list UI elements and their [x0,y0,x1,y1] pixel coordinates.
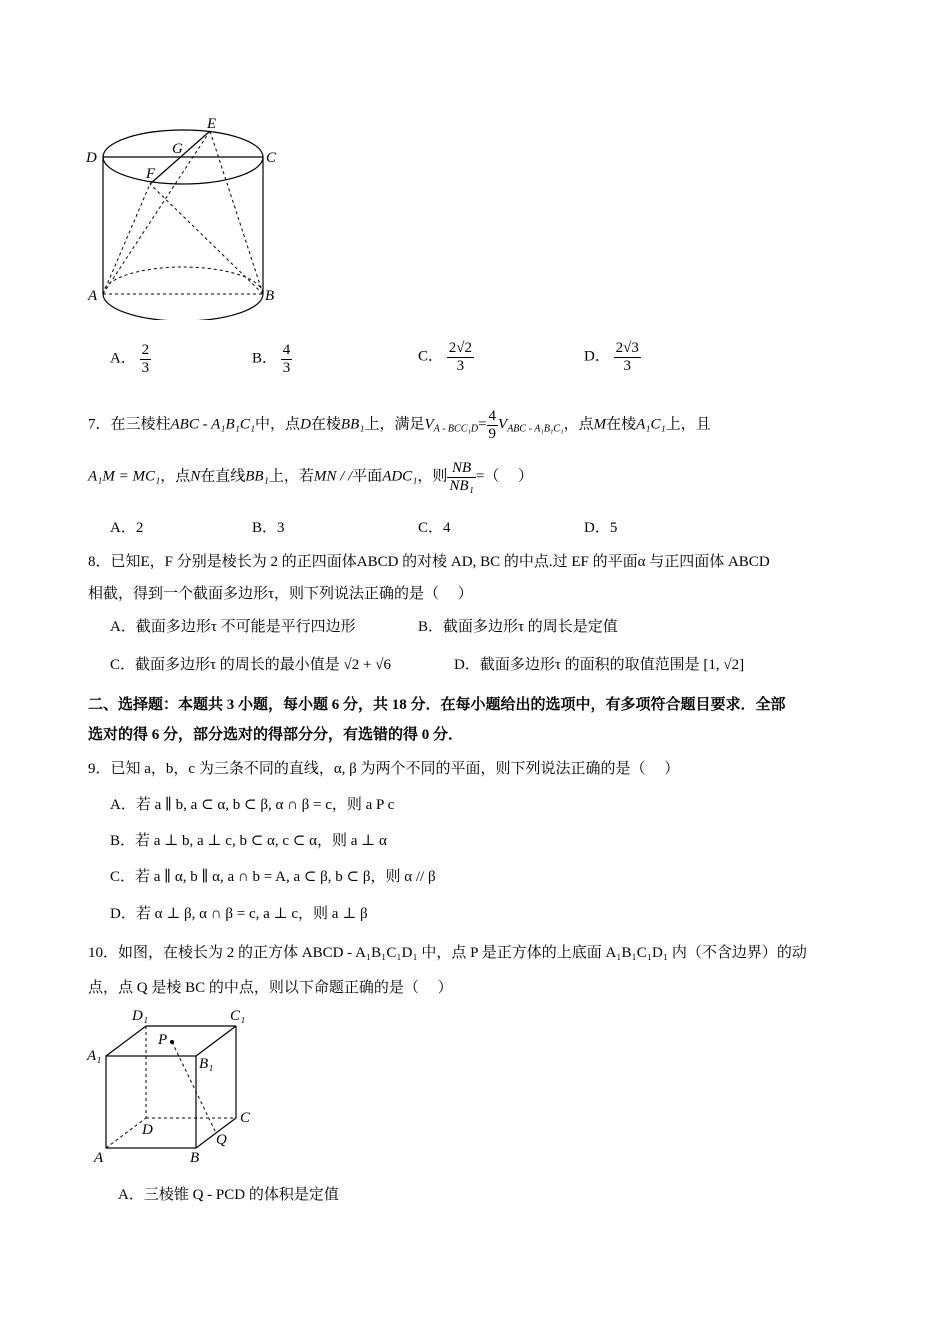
cube-label-b1: B₁ [199,1056,214,1072]
q8-stem-line2: 相截，得到一个截面多边形τ，则下列说法正确的是（ ） [88,586,473,602]
q9-stem: 9．已知 a，b，c 为三条不同的直线，α, β 为两个不同的平面，则下列说法正确的是（ ） [88,761,680,777]
q8-option-b: B．截面多边形τ 的周长是定值 [418,619,618,635]
cube-label-c1: C₁ [230,1008,246,1024]
point-label-c: C [266,150,277,166]
cube-label-d1: D₁ [132,1008,149,1024]
q7-stem-line2: A₁M = MC₁，点N在直线BB₁上，若MN / /平面ADC₁，则 $\frac{NB}{\text{NB₁}}$ =（ ） [88,460,534,494]
q9-option-b: B．若 a ⊥ b, a ⊥ c, b ⊂ α, c ⊂ α，则 a ⊥ α [110,833,387,849]
point-label-a: A [88,288,98,304]
point-label-b: B [265,288,275,304]
cube-label-b: B [190,1150,200,1166]
q8-option-a: A．截面多边形τ 不可能是平行四边形 [110,619,356,635]
section2-heading-line2: 选对的得 6 分，部分选对的得部分分，有选错的得 0 分． [88,727,464,743]
cube-label-c: C [240,1110,251,1126]
cube-figure [84,1004,264,1169]
point-label-d: D [86,150,97,166]
point-label-g: G [172,141,183,157]
q8-stem-line1: 8．已知E，F 分别是棱长为 2 的正四面体ABCD 的对棱 AD, BC 的中点.过 EF 的平面α 与正四面体 ABCD [88,554,770,570]
q6-option-b: B． $\frac{4}{3}$ [252,342,291,376]
q7-option-a: A．2 [110,520,144,536]
cube-label-p: P [158,1032,168,1048]
cube-label-a: A [94,1150,104,1166]
q7-option-d: D．5 [584,520,618,536]
q6-option-c: C． $\frac{2√2}{3}$ [418,340,472,374]
q10-option-a: A．三棱锥 Q - PCD 的体积是定值 [118,1187,339,1203]
q9-option-a: A．若 a ∥ b, a ⊂ α, b ⊂ β, α ∩ β = c，则 a P c [110,797,395,813]
q10-stem-line1: 10．如图，在棱长为 2 的正方体 ABCD - A₁B₁C₁D₁ 中，点 P 是正方体的上底面 A₁B₁C₁D₁ 内（不含边界）的动 [88,945,807,961]
point-label-e: E [207,116,217,132]
q6-option-d: D． $\frac{2√3}{3}$ [584,340,639,374]
point-label-f: F [146,166,156,182]
cylinder-figure [80,110,290,320]
q7-stem-line1: 7．在三棱柱ABC - A₁B₁C₁中，点D在棱BB₁上，满足$V_{A - BCC_1D}=$ $\frac{4}{9}$ $V_{ABC - A_1B_1C_1}$，点M在棱A₁C₁上，且 [88,408,711,442]
q6-option-a: A． $\frac{2}{3}$ [110,342,150,376]
q8-option-d: D．截面多边形τ 的面积的取值范围是 [1, √2] [454,657,745,673]
q10-stem-line2: 点，点 Q 是棱 BC 的中点，则以下命题正确的是（ ） [88,980,453,996]
q7-option-c: C．4 [418,520,451,536]
cube-label-a1: A₁ [87,1048,102,1064]
section2-heading-line1: 二、选择题：本题共 3 小题，每小题 6 分，共 18 分．在每小题给出的选项中，有多项符合题目要求．全部 [88,697,786,713]
cube-label-d: D [142,1122,153,1138]
q9-option-c: C．若 a ∥ α, b ∥ α, a ∩ b = A, a ⊂ β, b ⊂ β，则 α // β [110,869,436,885]
q7-option-b: B．3 [252,520,285,536]
q9-option-d: D．若 α ⊥ β, α ∩ β = c, a ⊥ c，则 a ⊥ β [110,906,368,922]
cube-label-q: Q [216,1132,227,1148]
q8-option-c: C．截面多边形τ 的周长的最小值是 √2 + √6 [110,657,391,673]
